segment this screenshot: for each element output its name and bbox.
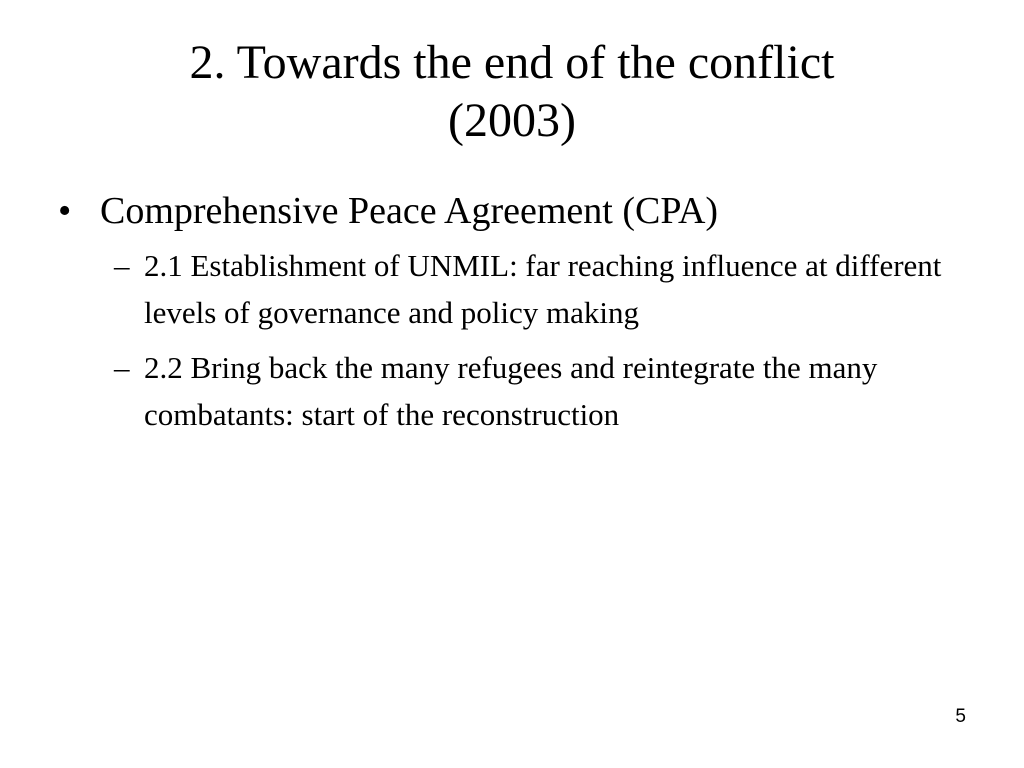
slide-content bbox=[58, 188, 958, 446]
slide-title bbox=[60, 34, 964, 150]
bullet-marker: • bbox=[58, 190, 72, 232]
sub-bullet-marker: – bbox=[114, 350, 130, 385]
bullet-item-cpa bbox=[58, 188, 958, 234]
sub-bullet-item-unmil bbox=[114, 242, 958, 336]
sub-bullet-marker: – bbox=[114, 248, 130, 283]
sub-bullet-text: 2.1 Establishment of UNMIL: far reaching influence at different levels of governance and policy making bbox=[144, 248, 942, 330]
sub-bullet-list bbox=[58, 242, 958, 438]
sub-bullet-item-refugees bbox=[114, 344, 958, 438]
sub-bullet-text: 2.2 Bring back the many refugees and reintegrate the many combatants: start of the reconstruction bbox=[144, 350, 878, 432]
slide-title-line-2: (2003) bbox=[448, 94, 576, 147]
slide-title-line-1: 2. Towards the end of the conflict bbox=[189, 36, 835, 89]
page-number: 5 bbox=[955, 706, 966, 727]
bullet-text: Comprehensive Peace Agreement (CPA) bbox=[100, 190, 719, 232]
